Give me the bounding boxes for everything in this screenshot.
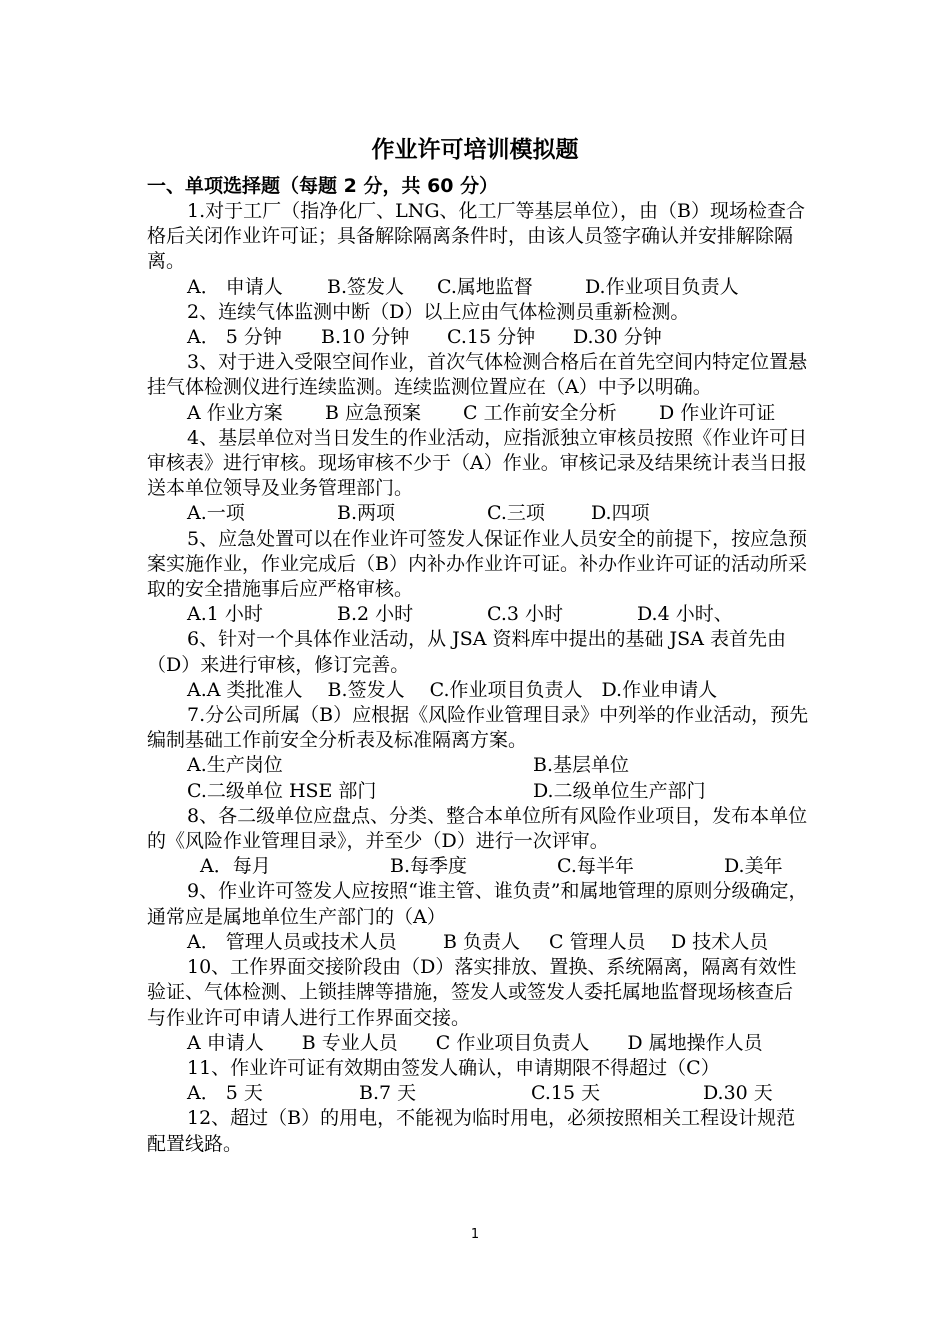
option-b: B.2 小时	[337, 603, 414, 626]
option-b: B.每季度	[390, 855, 468, 878]
option-d: D.作业项目负责人	[585, 275, 739, 298]
question-options	[147, 753, 809, 803]
question-text: 11、作业许可证有效期由签发人确认，申请期限不得超过（C）	[187, 1056, 720, 1079]
question-text: 1.对于工厂（指净化厂、LNG、化工厂等基层单位），由（B）现场检查合格后关闭作业许可证；具备解除隔离条件时，由该人员签字确认并安排解除隔离。	[147, 200, 806, 273]
question-options	[147, 325, 809, 350]
question-text: 12、超过（B）的用电，不能视为临时用电，必须按照相关工程设计规范配置线路。	[147, 1107, 796, 1155]
option-a: A． 5 分钟	[187, 326, 282, 349]
option-c: C 工作前安全分析	[463, 401, 617, 424]
option-c: C.15 分钟	[447, 326, 536, 349]
question-options	[147, 501, 809, 526]
document-title: 作业许可培训模拟题	[371, 137, 579, 163]
question-options	[147, 930, 809, 955]
question-options	[147, 1081, 809, 1106]
option-b: B.10 分钟	[321, 326, 410, 349]
option-c: C.每半年	[557, 855, 634, 878]
option-a: A．每月	[200, 855, 271, 878]
option-b: B 负责人	[443, 930, 521, 953]
option-d: D.4 小时、	[637, 603, 733, 626]
option-d: D.30 天	[703, 1082, 773, 1105]
option-d: D 技术人员	[671, 930, 769, 953]
option-a: A.生产岗位	[187, 754, 283, 777]
question-text: 5、应急处置可以在作业许可签发人保证作业人员安全的前提下，按应急预案实施作业，作业完成后（B）内补办作业许可证。补办作业许可证的活动所采取的安全措施事后应严格审核。	[147, 527, 808, 601]
option-a: A． 申请人	[187, 275, 283, 298]
option-d: D.美年	[724, 855, 783, 878]
option-c: C.15 天	[531, 1082, 601, 1105]
option-c: C 管理人员	[549, 930, 646, 953]
option-b: B.签发人	[327, 275, 405, 298]
option-a: A 作业方案	[187, 401, 283, 424]
question-options	[147, 275, 809, 300]
question-text: 7.分公司所属（B）应根据《风险作业管理目录》中列举的作业活动，预先编制基础工作前安全分析表及标准隔离方案。	[147, 704, 809, 752]
option-c: C.二级单位 HSE 部门	[187, 779, 377, 802]
option-b: B.两项	[337, 502, 396, 525]
question-list	[147, 199, 809, 1157]
section-heading: 一、单项选择题（每题 2 分，共 60 分）	[147, 175, 499, 197]
question-options	[147, 602, 809, 627]
option-d: D.二级单位生产部门	[533, 779, 706, 802]
option-d: D.四项	[591, 502, 650, 525]
option-b: B.7 天	[359, 1082, 417, 1105]
question-options	[147, 854, 809, 879]
option-a: A.1 小时	[187, 603, 263, 626]
question-text: 3、对于进入受限空间作业，首次气体检测合格后在首先空间内特定位置悬挂气体检测仪进行连续监测。连续监测位置应在（A）中予以明确。	[147, 351, 808, 399]
option-c: C.三项	[487, 502, 545, 525]
question-options: A.A 类批准人 B.签发人 C.作业项目负责人 D.作业申请人	[187, 678, 718, 701]
question-options: A 申请人 B 专业人员 C 作业项目负责人 D 属地操作人员	[187, 1031, 763, 1054]
option-d: D 作业许可证	[659, 401, 776, 424]
option-a: A． 5 天	[187, 1082, 263, 1105]
option-c: C.3 小时	[487, 603, 564, 626]
option-c: C.属地监督	[437, 275, 533, 298]
question-text: 4、基层单位对当日发生的作业活动，应指派独立审核员按照《作业许可日审核表》进行审核。现场审核不少于（A）作业。审核记录及结果统计表当日报送本单位领导及业务管理部门。	[147, 426, 808, 500]
page-number: 1	[470, 1227, 480, 1242]
question-text: 6、针对一个具体作业活动，从 JSA 资料库中提出的基础 JSA 表首先由（D）来进行审核，修订完善。	[147, 628, 786, 676]
question-text: 9、作业许可签发人应按照“谁主管、谁负责”和属地管理的原则分级确定，通常应是属地单位生产部门的（A）	[147, 880, 808, 928]
option-b: B.基层单位	[533, 754, 630, 777]
option-d: D.30 分钟	[573, 326, 662, 349]
question-options	[147, 401, 809, 426]
option-a: A． 管理人员或技术人员	[187, 930, 397, 953]
question-text: 10、工作界面交接阶段由（D）落实排放、置换、系统隔离，隔离有效性验证、气体检测、上锁挂牌等措施，签发人或签发人委托属地监督现场核查后与作业许可申请人进行工作界面交接。	[147, 956, 797, 1029]
question-text: 8、各二级单位应盘点、分类、整合本单位所有风险作业项目，发布本单位的《风险作业管理目录》，并至少（D）进行一次评审。	[147, 804, 808, 853]
question-text: 2、连续气体监测中断（D）以上应由气体检测员重新检测。	[187, 300, 690, 323]
option-a: A.一项	[187, 502, 245, 525]
option-b: B 应急预案	[325, 401, 422, 424]
